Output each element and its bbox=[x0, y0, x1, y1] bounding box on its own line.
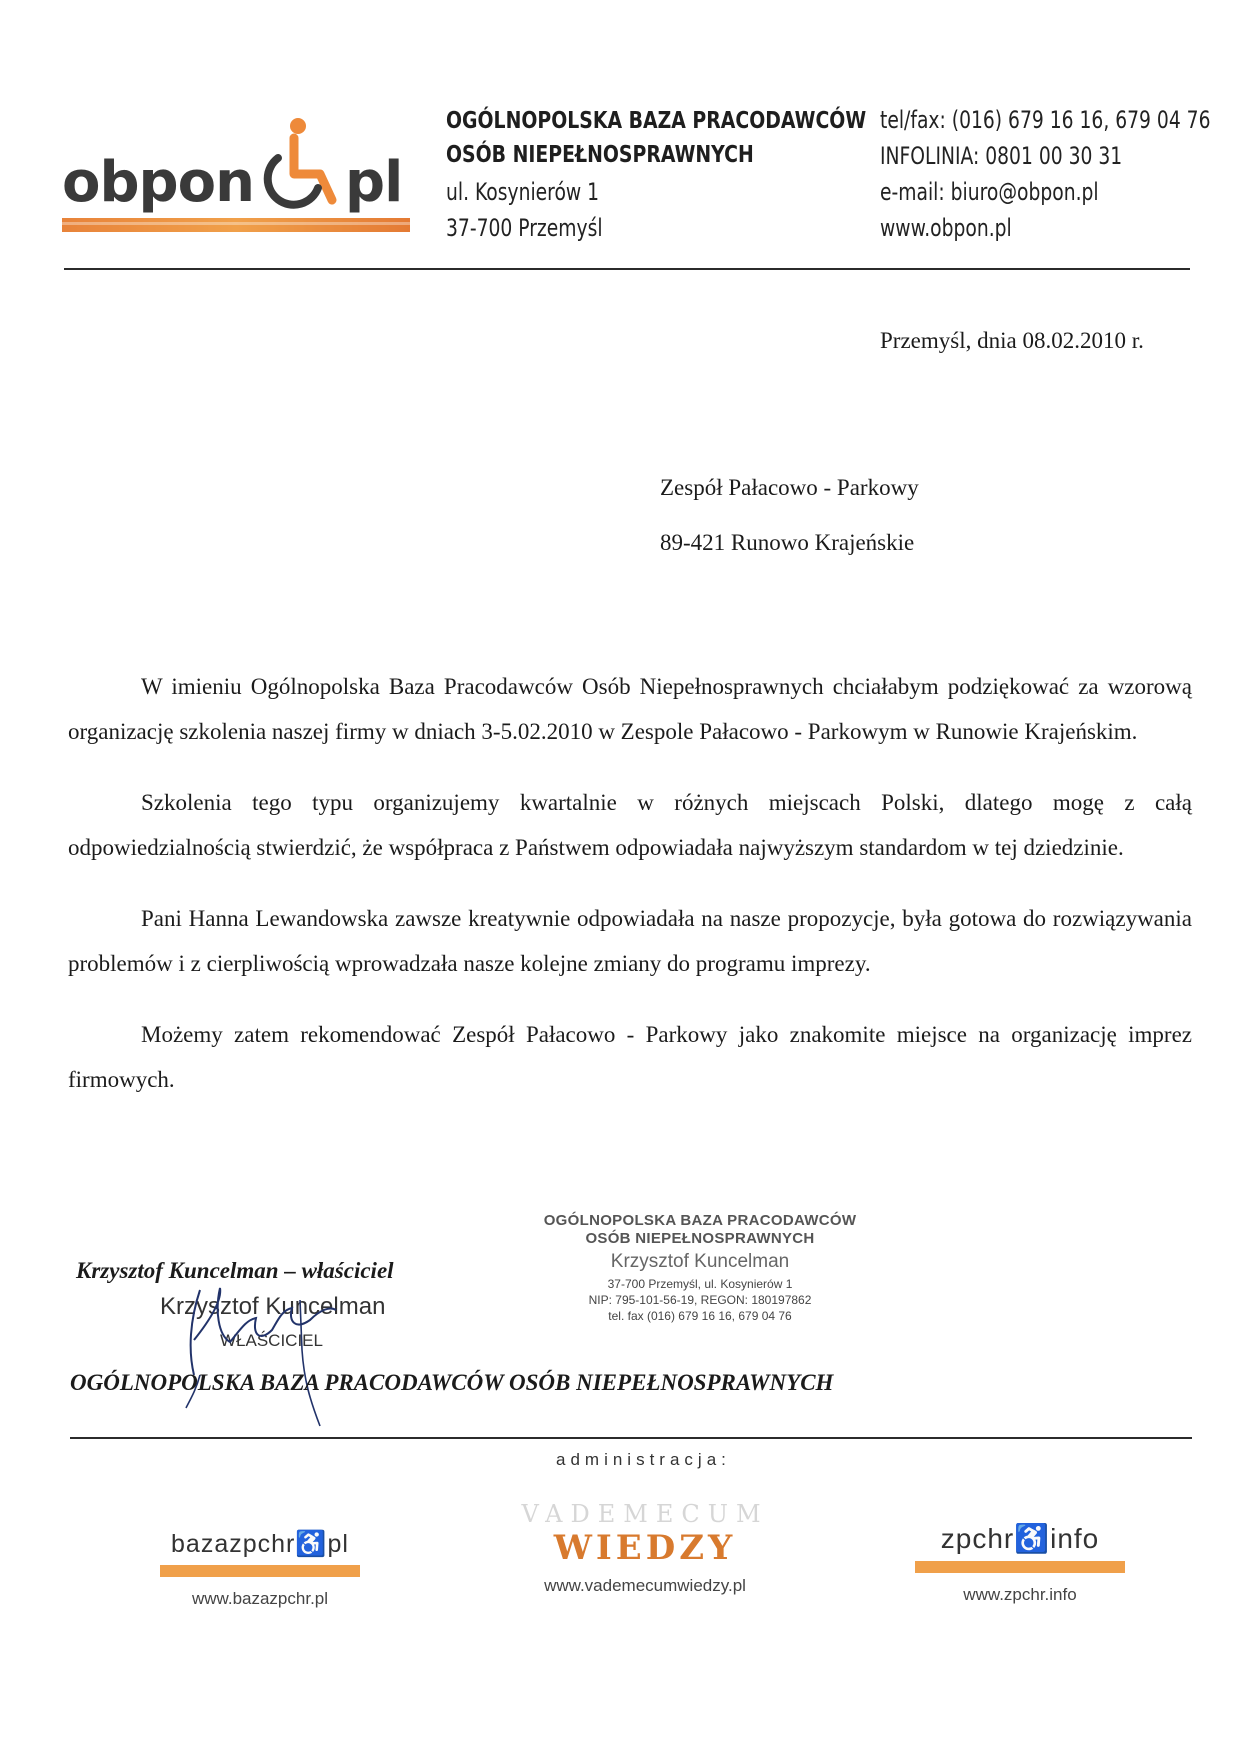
partner-bar bbox=[160, 1565, 360, 1577]
body-paragraph-2: Szkolenia tego typu organizujemy kwartalnie w różnych miejscach Polski, dlatego mogę z całą odpowiedzialnością stwierdzić, że współpraca z Państwem odpowiadała najwyższym standardom w tej dziedzinie. bbox=[68, 790, 1192, 860]
company-logo bbox=[62, 110, 414, 245]
stamp-org-line-2: OSÓB NIEPEŁNOSPRAWNYCH bbox=[585, 1230, 815, 1247]
wheelchair-icon: ♿ bbox=[1014, 1523, 1051, 1554]
partner-name-left: bazazpchr bbox=[171, 1530, 296, 1558]
logo-text-right: pl bbox=[345, 150, 403, 215]
wheelchair-icon: ♿ bbox=[295, 1530, 328, 1558]
partner-url[interactable]: www.vademecumwiedzy.pl bbox=[544, 1576, 746, 1595]
letter-date: Przemyśl, dnia 08.02.2010 r. bbox=[880, 328, 1144, 353]
body-paragraph-1: W imieniu Ogólnopolska Baza Pracodawców Osób Niepełnosprawnych chciałabym podziękować za wzorową organizację szkolenia naszej firmy w dniach 3-5.02.2010 w Zespole Pałacowo - Parkowym w Runowie Krajeńskim. bbox=[68, 674, 1192, 744]
org-line-1: OGÓLNOPOLSKA BAZA PRACODAWCÓW bbox=[446, 108, 867, 134]
recipient-city: 89-421 Runowo Krajeńskie bbox=[660, 530, 915, 555]
footer-divider bbox=[70, 1437, 1192, 1439]
logo-wordmark bbox=[62, 150, 403, 215]
stamp-ids: NIP: 795-101-56-19, REGON: 180197862 bbox=[588, 1293, 812, 1307]
partner-url[interactable]: www.bazazpchr.pl bbox=[191, 1589, 329, 1608]
logo-text-left: obpon bbox=[62, 150, 254, 215]
stamp-name: Krzysztof Kuncelman bbox=[610, 1251, 790, 1272]
body-paragraph-3: Pani Hanna Lewandowska zawsze kreatywnie odpowiadała na nasze propozycje, była gotowa do rozwiązywania problemów i z cierpliwością wprowadzała nasze kolejne zmiany do programu imprezy. bbox=[68, 906, 1192, 976]
header-contact bbox=[880, 102, 1211, 246]
partner-vademecum bbox=[500, 1500, 790, 1596]
stamp-address: 37-700 Przemyśl, ul. Kosynierów 1 bbox=[607, 1277, 793, 1291]
signatory-name: Krzysztof Kuncelman – właściciel bbox=[76, 1258, 394, 1283]
partner-name-left: zpchr bbox=[940, 1523, 1015, 1554]
partner-bazazpchr bbox=[150, 1530, 370, 1609]
stamp-org-line-1: OGÓLNOPOLSKA BAZA PRACODAWCÓW bbox=[543, 1212, 857, 1229]
company-stamp bbox=[520, 1212, 880, 1324]
header-org-name bbox=[446, 104, 866, 172]
header-address bbox=[446, 174, 603, 246]
contact-website[interactable]: www.obpon.pl bbox=[880, 214, 1012, 242]
logo-underline-bar bbox=[62, 218, 410, 232]
name-stamp-name: Krzysztof Kuncelman bbox=[160, 1293, 386, 1320]
partner-logo-bazazpchr bbox=[150, 1530, 370, 1559]
partner-url[interactable]: www.zpchr.info bbox=[963, 1585, 1077, 1604]
contact-telfax: tel/fax: (016) 679 16 16, 679 04 76 bbox=[880, 106, 1211, 134]
contact-email[interactable]: e-mail: biuro@obpon.pl bbox=[880, 178, 1099, 206]
address-city: 37-700 Przemyśl bbox=[446, 214, 603, 242]
stamp-tel: tel. fax (016) 679 16 16, 679 04 76 bbox=[608, 1309, 792, 1323]
partner-bar bbox=[915, 1561, 1125, 1573]
partner-name-right: info bbox=[1050, 1523, 1100, 1554]
contact-infolinia: INFOLINIA: 0801 00 30 31 bbox=[880, 142, 1123, 170]
signatory-organization: OGÓLNOPOLSKA BAZA PRACODAWCÓW OSÓB NIEPEŁNOSPRAWNYCH bbox=[70, 1370, 834, 1395]
org-line-2: OSÓB NIEPEŁNOSPRAWNYCH bbox=[446, 142, 754, 168]
letter-body bbox=[68, 664, 1192, 1128]
administration-label: administracja: bbox=[556, 1450, 731, 1469]
partner-name-main: WIEDZY bbox=[553, 1528, 737, 1568]
name-stamp-role: WŁAŚCICIEL bbox=[220, 1331, 323, 1350]
handwritten-signature bbox=[160, 1280, 350, 1430]
wheelchair-icon bbox=[250, 116, 345, 216]
partner-name-top: VADEMECUM bbox=[521, 1500, 769, 1528]
recipient-name: Zespół Pałacowo - Parkowy bbox=[660, 475, 919, 500]
header-divider bbox=[64, 268, 1190, 270]
partner-logo-zpchr bbox=[910, 1522, 1130, 1555]
partner-zpchr bbox=[910, 1522, 1130, 1605]
recipient-address bbox=[660, 460, 919, 570]
partner-name-right: pl bbox=[327, 1530, 349, 1558]
address-street: ul. Kosynierów 1 bbox=[446, 178, 600, 206]
body-paragraph-4: Możemy zatem rekomendować Zespół Pałacowo - Parkowy jako znakomite miejsce na organizację imprez firmowych. bbox=[68, 1022, 1192, 1092]
